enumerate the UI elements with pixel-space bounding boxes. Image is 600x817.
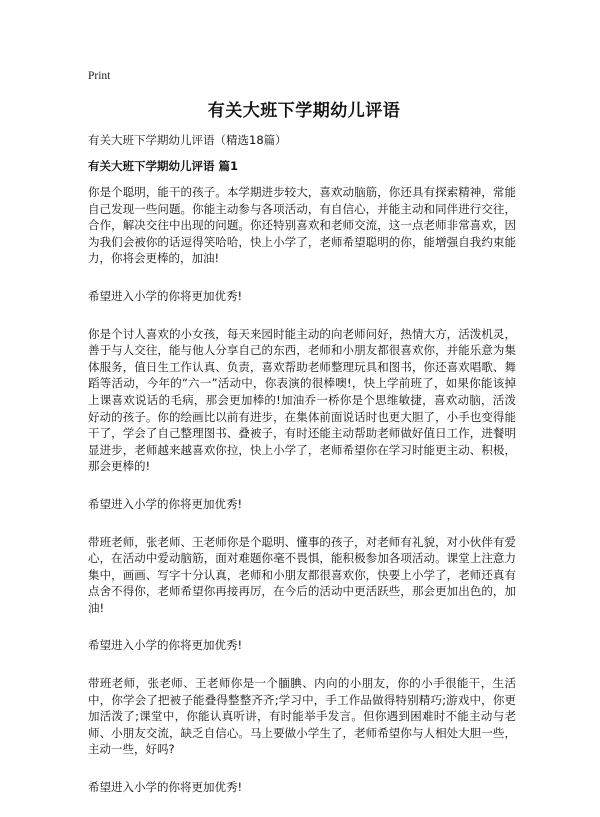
- section-heading: 有关大班下学期幼儿评语 篇1: [88, 159, 239, 173]
- paragraph-4: 带班老师，张老师、王老师你是一个腼腆、内向的小朋友，你的小手很能干，生活中，你学会了把被子能叠得整整齐齐;学习中，手工作品做得特别精巧;游戏中，你更加活泼了;课堂中，你能认真听讲，有时能举手发言。但你遇到困难时不能主动与老师、小朋友交流，缺乏自信心。马上要做小学生了，老师希望你与人相处大胆一些，主动一些，好吗?: [88, 676, 516, 757]
- wish-line-1: 希望进入小学的你将更加优秀!: [88, 288, 243, 303]
- article-body: [88, 184, 516, 817]
- paragraph-2: 你是个讨人喜欢的小女孩，每天来园时能主动的向老师问好，热情大方，活泼机灵，善于与人交往，能与他人分享自己的东西，老师和小朋友都很喜欢你，并能乐意为集体服务，值日生工作认真、负责，喜欢帮助老师整理玩具和图书，你还喜欢唱歌、舞蹈等活动，今年的“六一”活动中，你表演的很棒噢!，快上学前班了，如果你能该掉上课喜欢说话的毛病，那会更加棒的!加油乔一桥你是个思维敏捷，喜欢动脑，活泼好动的孩子。你的绘画比以前有进步，在集体前面说话时也更大胆了，小手也变得能干了，学会了自己整理图书、叠被子，有时还能主动帮助老师做好值日工作，进餐明显进步，老师越来越喜欢你拉，快上小学了，老师希望你在学习时能更主动、积极，那会更棒的!: [88, 326, 516, 474]
- wish-line-2: 希望进入小学的你将更加优秀!: [88, 496, 243, 511]
- paragraph-1: 你是个聪明，能干的孩子。本学期进步较大，喜欢动脑筋，你还具有探索精神，常能自己发现一些问题。你能主动参与各项活动，有自信心，并能主动和同伴进行交往，合作，解决交往中出现的问题。你还特别喜欢和老师交流，这一点老师非常喜欢，因为我们会被你的话逗得笑哈哈，快上小学了，老师希望聪明的你，能增强自我约束能力，你将会更棒的，加油!: [88, 185, 516, 266]
- wish-line-4: 希望进入小学的你将更加优秀!: [88, 780, 243, 795]
- wish-line-3: 希望进入小学的你将更加优秀!: [88, 638, 243, 653]
- print-link[interactable]: Print: [88, 70, 111, 82]
- document-subtitle: 有关大班下学期幼儿评语（精选18篇）: [88, 133, 287, 147]
- document-title: 有关大班下学期幼儿评语: [207, 101, 401, 121]
- paragraph-3: 带班老师，张老师、王老师你是个聪明、懂事的孩子，对老师有礼貌，对小伙伴有爱心，在活动中爱动脑筋，面对难题你毫不畏惧，能积极参加各项活动。课堂上注意力集中，画画、写字十分认真，老师和小朋友都很喜欢你，快要上小学了，老师还真有点舍不得你，老师希望你再接再厉，在今后的活动中更活跃些，那会更加出色的，加油!: [88, 534, 516, 615]
